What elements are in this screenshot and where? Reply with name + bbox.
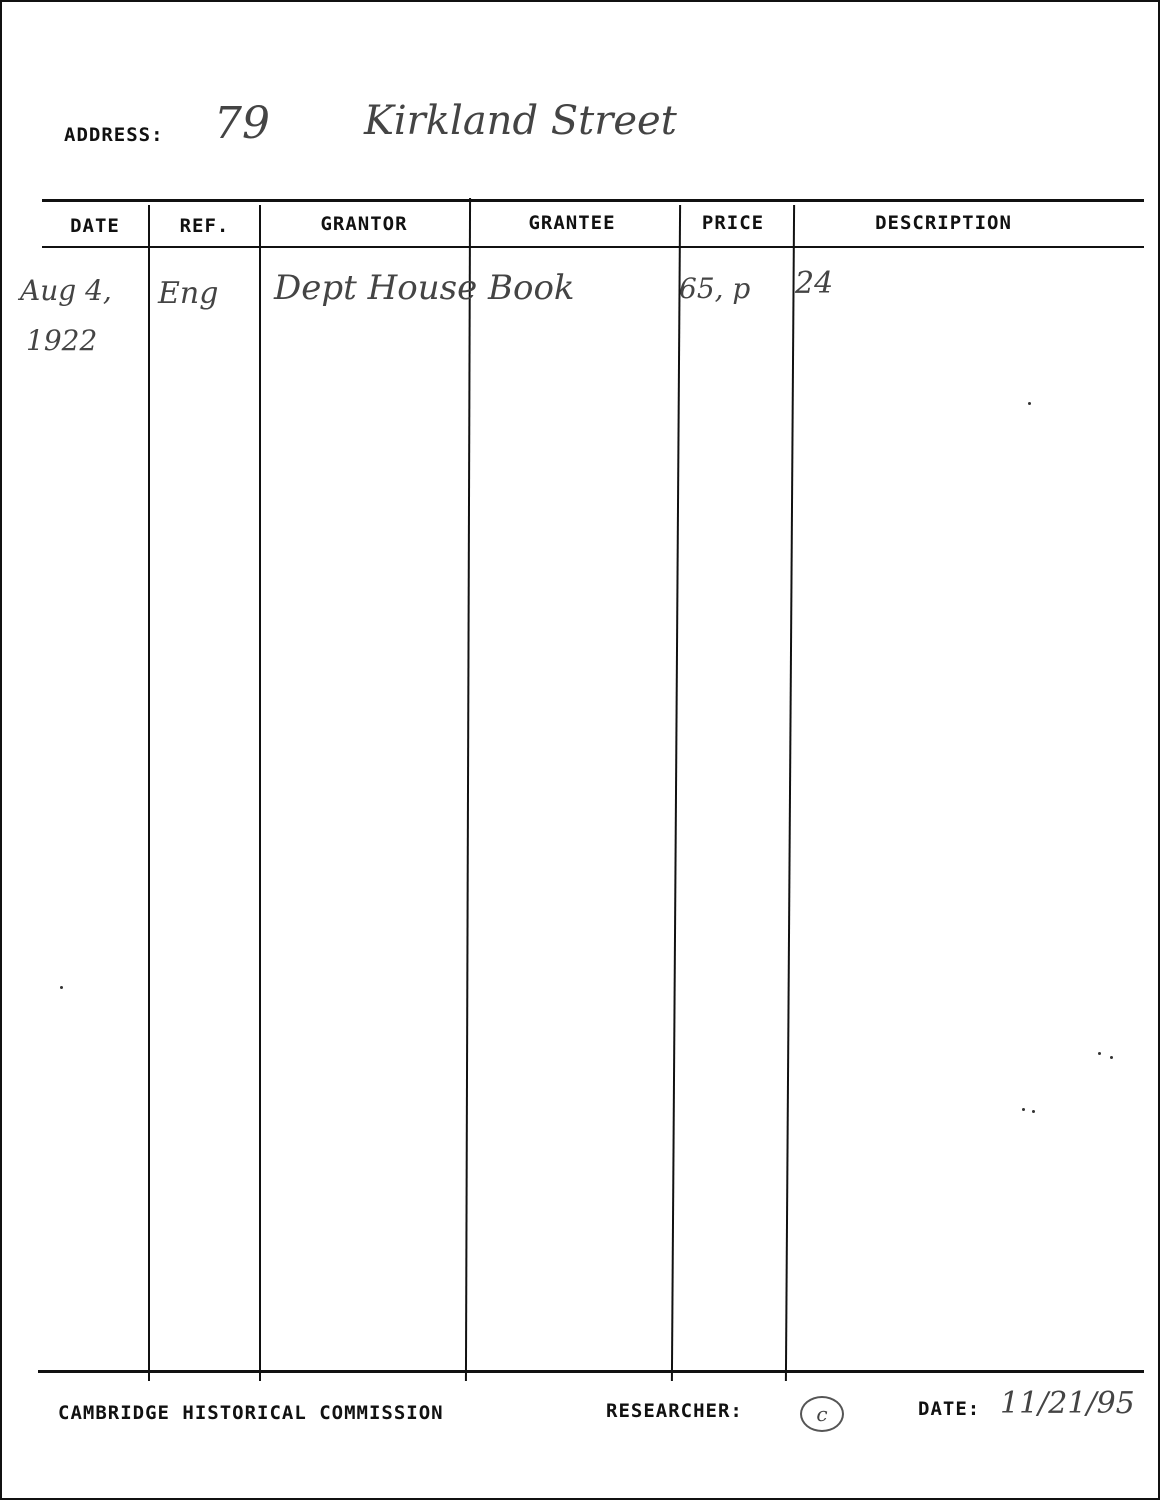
column-header-date: DATE	[70, 215, 120, 237]
address-number: 79	[214, 98, 270, 149]
row-date-line1: Aug 4,	[20, 274, 112, 307]
row-description: 24	[795, 266, 834, 301]
footer-date-label: DATE:	[918, 1398, 981, 1420]
scan-speck	[1032, 1110, 1035, 1113]
footer-date-value: 11/21/95	[1000, 1386, 1135, 1421]
address-label: ADDRESS:	[64, 124, 164, 146]
column-header-grantee: GRANTEE	[528, 212, 616, 234]
scan-speck	[60, 986, 63, 989]
column-divider-3	[465, 198, 471, 1381]
column-divider-5	[785, 205, 795, 1381]
column-divider-2	[259, 205, 261, 1381]
row-date-line2: 1922	[26, 324, 98, 357]
table-bottom-rule	[38, 1370, 1144, 1373]
researcher-initial: c	[816, 1402, 828, 1426]
table-header-rule	[42, 246, 1144, 248]
scan-speck	[1110, 1056, 1113, 1059]
footer-organization: CAMBRIDGE HISTORICAL COMMISSION	[58, 1402, 444, 1424]
row-price: 65, p	[679, 272, 751, 305]
row-ref: Eng	[158, 276, 219, 311]
row-grantor-grantee: Dept House Book	[274, 268, 575, 308]
column-header-ref: REF.	[179, 215, 230, 237]
address-street: Kirkland Street	[364, 98, 677, 144]
footer-researcher-label: RESEARCHER:	[606, 1400, 743, 1422]
researcher-initial-circle	[800, 1396, 844, 1432]
column-header-description: DESCRIPTION	[875, 212, 1012, 234]
scan-speck	[1028, 402, 1031, 405]
column-divider-1	[148, 205, 150, 1381]
table-top-rule	[42, 199, 1144, 202]
scan-speck	[1022, 1108, 1025, 1111]
column-header-grantor: GRANTOR	[320, 213, 408, 235]
scan-speck	[1098, 1052, 1101, 1055]
column-header-price: PRICE	[701, 212, 765, 234]
column-divider-4	[671, 205, 681, 1381]
